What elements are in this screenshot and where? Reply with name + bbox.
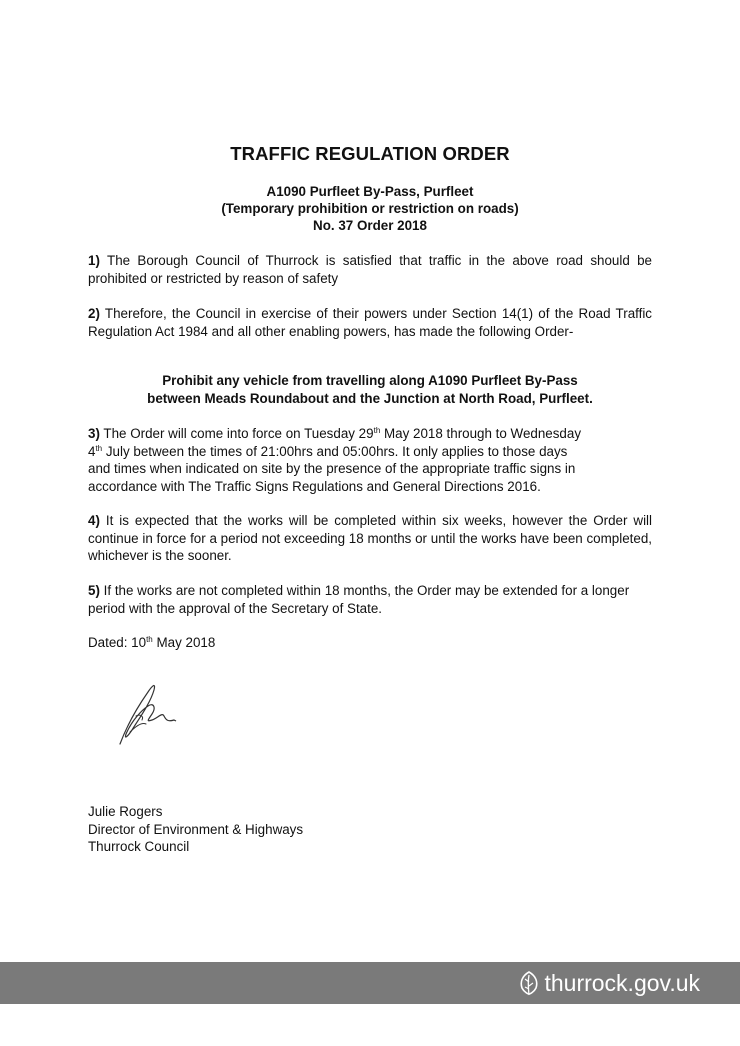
superscript: th [95,443,103,453]
subtitle-road: A1090 Purfleet By-Pass, Purfleet [266,184,474,199]
signatory-name: Julie Rogers [88,804,163,819]
text-fragment: Dated: 10 [88,635,147,650]
paragraph-number: 5) [88,583,100,598]
order-line-1: Prohibit any vehicle from travelling along A1090 Purfleet By-Pass [162,373,578,388]
paragraph-3-line-1 [88,425,652,443]
text-fragment: July between the times of 21:00hrs and 05:00hrs. It only applies to those days [105,443,568,459]
document-title: TRAFFIC REGULATION ORDER [230,143,510,164]
paragraph-2 [88,305,652,340]
text-fragment: May 2018 [156,635,216,650]
text-fragment: The Order will come into force on Tuesday 29 [103,426,374,441]
paragraph-3-line-4: accordance with The Traffic Signs Regulations and General Directions 2016. [88,478,541,494]
paragraph-number: 4) [88,513,100,528]
signature-image [112,676,192,748]
order-statement [0,372,740,407]
paragraph-3-line-2 [88,443,652,461]
text-fragment: May 2018 through to Wednesday [384,426,582,441]
paragraph-5 [88,582,658,617]
paragraph-text: It is expected that the works will be completed within six weeks, however the Order will continue in force for a period not exceeding 18 months or until the works have been completed, whichever is the sooner. [88,513,652,563]
superscript: th [146,635,153,644]
superscript: th [373,426,381,435]
paragraph-3 [88,425,652,495]
thurrock-logo[interactable] [518,967,700,999]
paragraph-text: The Borough Council of Thurrock is satisfied that traffic in the above road should be prohibited or restricted by reason of safety [88,253,653,286]
paragraph-4 [88,512,652,565]
order-line-2: between Meads Roundabout and the Junction at North Road, Purfleet. [147,390,593,406]
paragraph-1 [88,252,652,287]
subtitle-number: No. 37 Order 2018 [313,218,427,233]
footer-bar [0,962,740,1004]
paragraph-number: 3) [88,426,100,441]
dated-line [88,634,652,652]
signatory-block [88,803,303,856]
text-fragment: 4 [88,443,96,459]
paragraph-text: Therefore, the Council in exercise of their powers under Section 14(1) of the Road Traffic Regulation Act 1984 and all other enabling powers, has made the following Order- [88,306,653,339]
paragraph-number: 1) [88,253,100,268]
signatory-role: Director of Environment & Highways [88,821,304,837]
order-subtitle [0,183,740,234]
subtitle-type: (Temporary prohibition or restriction on roads) [221,201,519,216]
paragraph-number: 2) [88,306,100,321]
paragraph-text: If the works are not completed within 18 months, the Order may be extended for a longer period with the approval of the Secretary of State. [88,583,630,616]
leaf-icon [518,970,540,996]
paragraph-3-line-3: and times when indicated on site by the presence of the appropriate traffic signs in [88,461,576,476]
site-url: thurrock.gov.uk [544,969,700,996]
signatory-organisation: Thurrock Council [88,839,190,854]
